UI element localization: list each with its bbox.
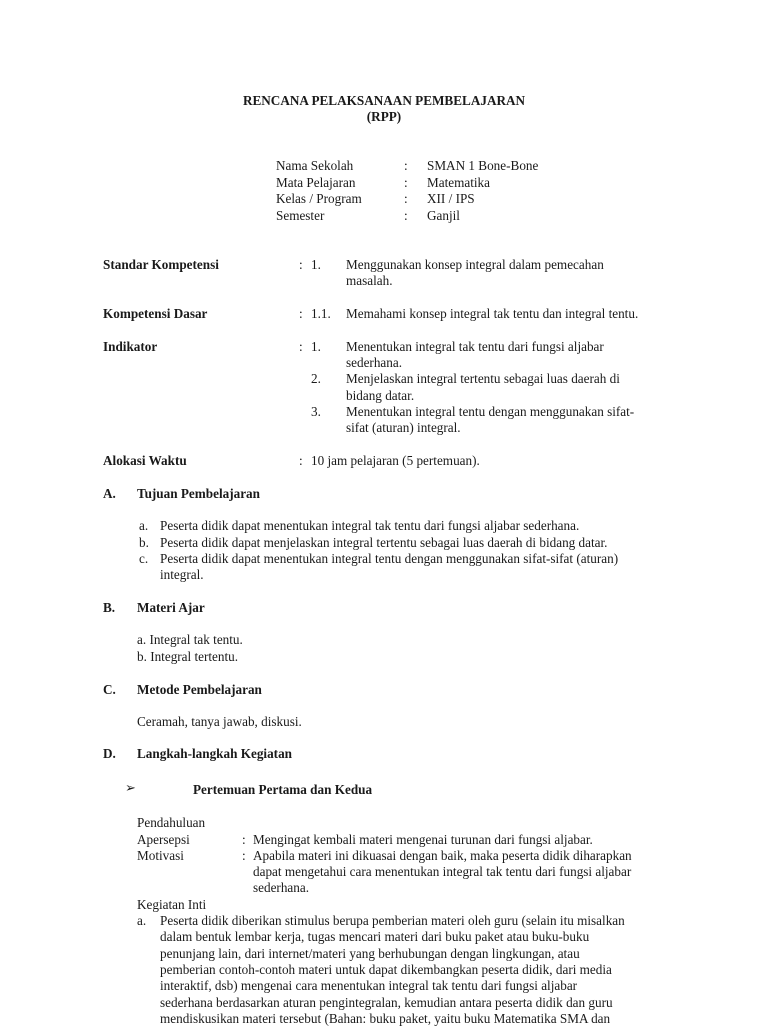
pendahuluan-label: Pendahuluan xyxy=(137,815,206,830)
indikator-number: 1. xyxy=(311,339,321,354)
document-subtitle: (RPP) xyxy=(366,109,402,124)
standar-number: 1. xyxy=(311,257,321,272)
kompetensi-number: 1.1. xyxy=(311,306,331,321)
indikator-text-line: Menjelaskan integral tertentu sebagai luas daerah di xyxy=(346,371,620,386)
identity-label-school: Nama Sekolah xyxy=(276,158,354,173)
section-heading-metode: Metode Pembelajaran xyxy=(137,682,262,697)
inti-text-line: Peserta didik diberikan stimulus berupa pemberian materi oleh guru (selain itu misalkan xyxy=(160,913,625,928)
indikator-text-line: Menentukan integral tak tentu dari fungsi aljabar xyxy=(346,339,604,354)
identity-value-class: XII / IPS xyxy=(427,191,475,206)
section-letter: C. xyxy=(103,682,116,697)
list-item: a. Integral tak tentu. xyxy=(137,632,243,647)
inti-text-line: pemberian contoh-contoh materi untuk dapat dikembangkan peserta didik, dari media xyxy=(160,962,612,977)
alokasi-text: 10 jam pelajaran (5 pertemuan). xyxy=(311,453,480,468)
list-marker: a. xyxy=(139,518,149,533)
indikator-number: 2. xyxy=(311,371,321,386)
inti-text-line: mendiskusikan materi tersebut (Bahan: buku paket, yaitu buku Matematika SMA dan xyxy=(160,1011,611,1026)
identity-sep: : xyxy=(404,208,408,223)
standar-sep: : xyxy=(299,257,303,272)
section-letter: D. xyxy=(103,746,116,761)
indikator-sep: : xyxy=(299,339,303,354)
list-marker: b. xyxy=(139,535,149,550)
indikator-text-line: bidang datar. xyxy=(346,388,415,403)
kegiatan-inti-label: Kegiatan Inti xyxy=(137,897,207,912)
standar-text-line: Menggunakan konsep integral dalam pemecahan xyxy=(346,257,604,272)
identity-label-class: Kelas / Program xyxy=(276,191,362,206)
alokasi-label: Alokasi Waktu xyxy=(103,453,187,468)
apersepsi-sep: : xyxy=(242,832,246,847)
motivasi-text-line: sederhana. xyxy=(253,880,310,895)
identity-value-semester: Ganjil xyxy=(427,208,460,223)
kompetensi-text: Memahami konsep integral tak tentu dan integral tentu. xyxy=(346,306,639,321)
inti-text-line: penunjang lain, dari internet/materi yang berhubungan dengan lingkungan, atau xyxy=(160,946,580,961)
indikator-text-line: sifat (aturan) integral. xyxy=(346,420,461,435)
standar-label: Standar Kompetensi xyxy=(103,257,219,272)
motivasi-text-line: dapat mengetahui cara menentukan integral tak tentu dari fungsi aljabar xyxy=(253,864,632,879)
kompetensi-label: Kompetensi Dasar xyxy=(103,306,208,321)
kompetensi-sep: : xyxy=(299,306,303,321)
apersepsi-label: Apersepsi xyxy=(137,832,190,847)
apersepsi-text: Mengingat kembali materi mengenai turunan dari fungsi aljabar. xyxy=(253,832,593,847)
motivasi-label: Motivasi xyxy=(137,848,184,863)
list-marker: a. xyxy=(137,913,147,928)
list-item: Peserta didik dapat menentukan integral tak tentu dari fungsi aljabar sederhana. xyxy=(160,518,580,533)
identity-label-semester: Semester xyxy=(276,208,325,223)
indikator-number: 3. xyxy=(311,404,321,419)
identity-value-subject: Matematika xyxy=(427,175,490,190)
section-heading-tujuan: Tujuan Pembelajaran xyxy=(137,486,260,501)
identity-sep: : xyxy=(404,191,408,206)
identity-label-subject: Mata Pelajaran xyxy=(276,175,356,190)
inti-text-line: interaktif, dsb) mengenai cara menentukan integral tak tentu dari fungsi aljabar xyxy=(160,978,578,993)
list-item: b. Integral tertentu. xyxy=(137,649,239,664)
indikator-text-line: sederhana. xyxy=(346,355,403,370)
inti-text-line: dalam bentuk lembar kerja, tugas mencari materi dari buku paket atau buku-buku xyxy=(160,929,590,944)
inti-text-line: sederhana berdasarkan aturan pengintegralan, kemudian antara peserta didik dan guru xyxy=(160,995,613,1010)
list-item: integral. xyxy=(160,567,204,582)
identity-sep: : xyxy=(404,175,408,190)
section-heading-langkah: Langkah-langkah Kegiatan xyxy=(137,746,292,761)
motivasi-text-line: Apabila materi ini dikuasai dengan baik, maka peserta didik diharapkan xyxy=(253,848,632,863)
list-marker: c. xyxy=(139,551,149,566)
document-title: RENCANA PELAKSANAAN PEMBELAJARAN xyxy=(242,93,526,108)
indikator-label: Indikator xyxy=(103,339,158,354)
alokasi-sep: : xyxy=(299,453,303,468)
section-letter: A. xyxy=(103,486,116,501)
standar-text-line: masalah. xyxy=(346,273,393,288)
metode-text: Ceramah, tanya jawab, diskusi. xyxy=(137,714,302,729)
identity-value-school: SMAN 1 Bone-Bone xyxy=(427,158,539,173)
section-letter: B. xyxy=(103,600,116,615)
motivasi-sep: : xyxy=(242,848,246,863)
identity-sep: : xyxy=(404,158,408,173)
indikator-text-line: Menentukan integral tentu dengan menggunakan sifat- xyxy=(346,404,635,419)
list-item: Peserta didik dapat menjelaskan integral tertentu sebagai luas daerah di bidang datar. xyxy=(160,535,608,550)
meeting-heading: Pertemuan Pertama dan Kedua xyxy=(193,782,373,797)
arrow-bullet-icon: ➢ xyxy=(125,781,136,796)
section-heading-materi: Materi Ajar xyxy=(137,600,205,615)
list-item: Peserta didik dapat menentukan integral tentu dengan menggunakan sifat-sifat (aturan) xyxy=(160,551,619,566)
